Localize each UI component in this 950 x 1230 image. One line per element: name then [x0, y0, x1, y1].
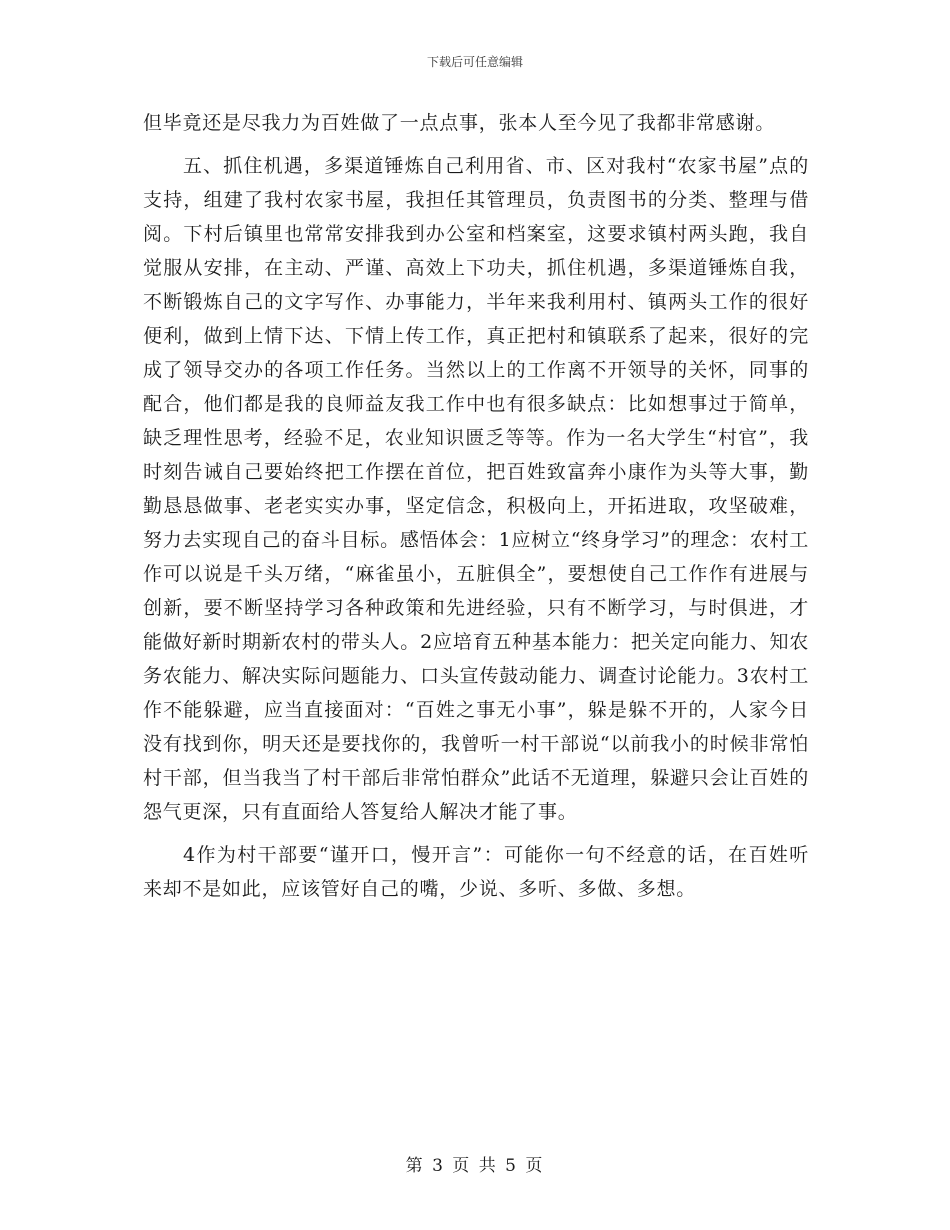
document-body [143, 106, 809, 906]
page-number: 第 3 页 共 5 页 [405, 1156, 545, 1176]
page-header: 下载后可任意编辑 [426, 55, 523, 69]
paragraph-3: 4作为村干部要“谨开口，慢开言”：可能你一句不经意的话，在百姓听来却不是如此，应该管好自己的嘴，少说、多听、多做、多想。 [143, 844, 809, 900]
paragraph-1: 但毕竟还是尽我力为百姓做了一点点事，张本人至今见了我都非常感谢。 [143, 112, 776, 134]
paragraph-2: 五、抓住机遇，多渠道锤炼自己利用省、市、区对我村“农家书屋”点的支持，组建了我村农家书屋，我担任其管理员，负责图书的分类、整理与借阅。下村后镇里也常常安排我到办公室和档案室，这要求镇村两头跑，我自觉服从安排，在主动、严谨、高效上下功夫，抓住机遇，多渠道锤炼自我，不断锻炼自己的文字写作、办事能力，半年来我利用村、镇两头工作的很好便利，做到上情下达、下情上传工作，真正把村和镇联系了起来，很好的完成了领导交办的各项工作任务。当然以上的工作离不开领导的关怀，同事的配合，他们都是我的良师益友我工作中也有很多缺点：比如想事过于简单，缺乏理性思考，经验不足，农业知识匮乏等等。作为一名大学生“村官”，我时刻告诫自己要始终把工作摆在首位，把百姓致富奔小康作为头等大事，勤勤恳恳做事、老老实实办事，坚定信念，积极向上，开拓进取，攻坚破难，努力去实现自己的奋斗目标。感悟体会：1应树立“终身学习”的理念：农村工作可以说是千头万绪，“麻雀虽小，五脏俱全”，要想使自己工作作有进展与创新，要不断坚持学习各种政策和先进经验，只有不断学习，与时俱进，才能做好新时期新农村的带头人。2应培育五种基本能力：把关定向能力、知农务农能力、解决实际问题能力、口头宣传鼓动能力、调查讨论能力。3农村工作不能躲避，应当直接面对：“百姓之事无小事”，躲是躲不开的，人家今日没有找到你，明天还是要找你的，我曾听一村干部说“以前我小的时候非常怕村干部，但当我当了村干部后非常怕群众”此话不无道理，躲避只会让百姓的怨气更深，只有直面给人答复给人解决才能了事。 [143, 155, 809, 823]
